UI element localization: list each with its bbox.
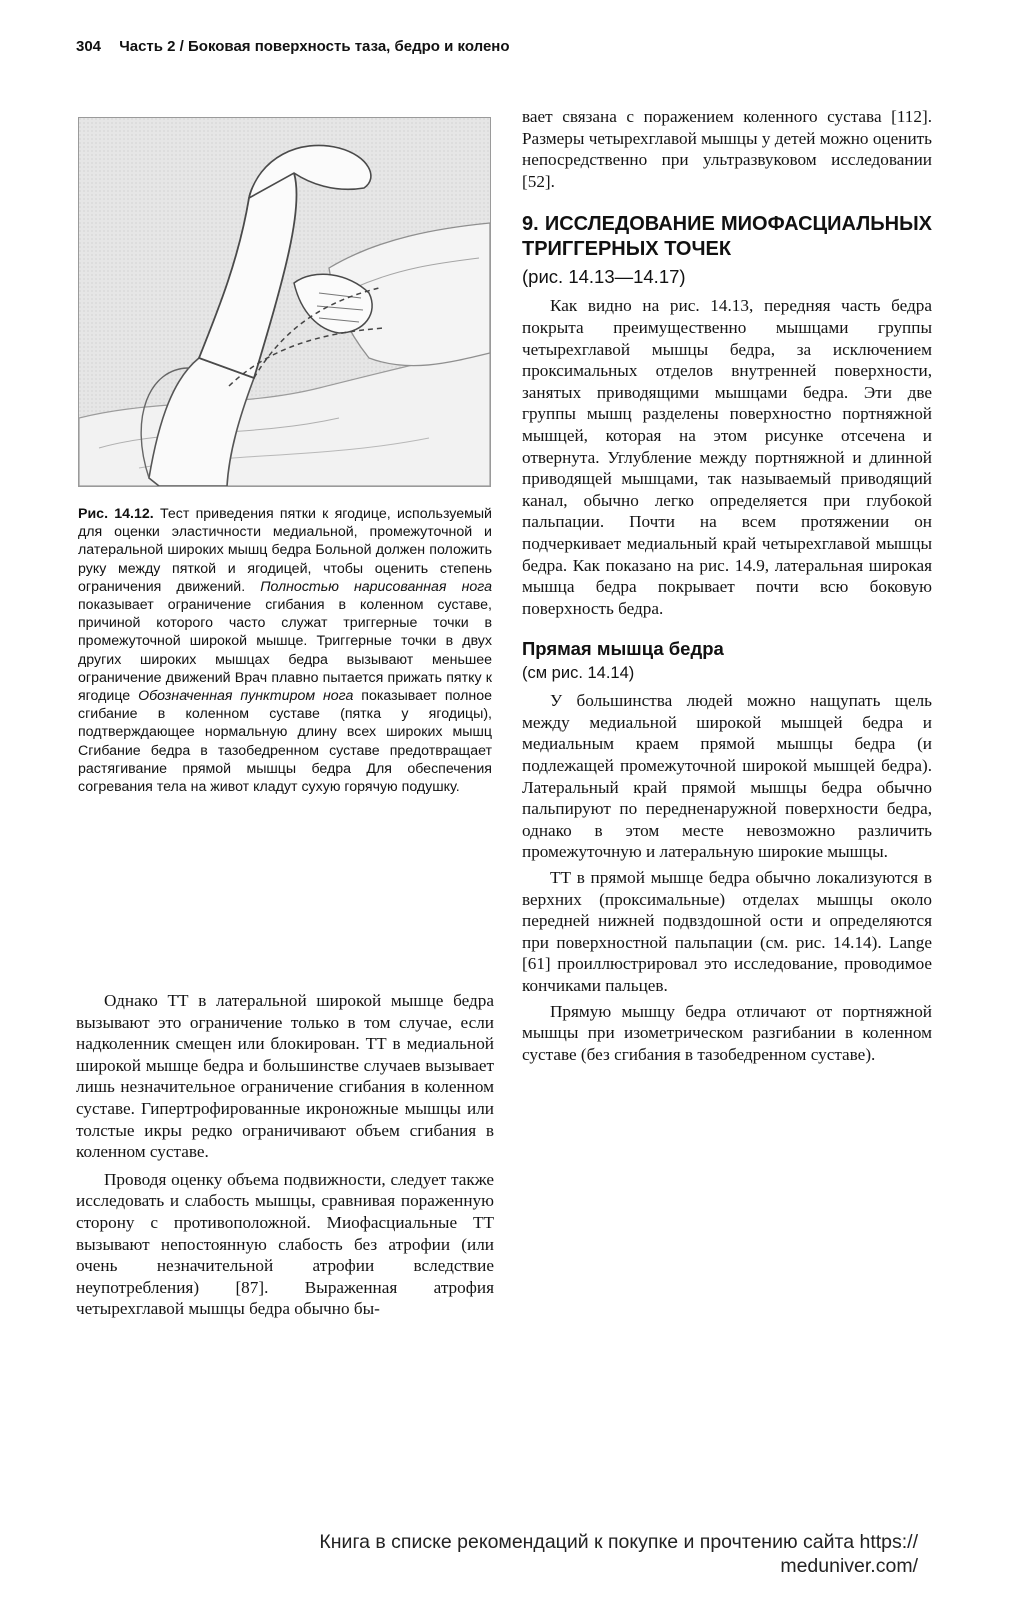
footer-note <box>0 1530 918 1578</box>
caption-text-1: Тест приведения пятки к ягодице, используемый для оценки эластичности медиальной, промежуточной и латеральной широких мышц бедра Больной должен положить руку между пяткой и ягодицей, чтобы оценить степень ограничения движений. <box>78 506 492 595</box>
section-heading: 9. ИССЛЕДОВАНИЕ МИОФАСЦИАЛЬНЫХ ТРИГГЕРНЫХ ТОЧЕК <box>522 213 932 261</box>
right-paragraph-1: У большинства людей можно нащупать щель между медиальной широкой мышцей бедра и медиальным краем прямой мышцы бедра (и подлежащей промежуточной широкой мышцей бедра). Латеральный край прямой мышцы бедра обычно пальпируют по передненаружной поверхности бедра, однако в этом месте невозможно различить промежуточную и латеральную широкие мышцы. <box>522 691 932 862</box>
page-number: 304 <box>76 38 102 55</box>
left-column-text <box>76 990 494 1320</box>
section-figure-ref: (рис. 14.13—14.17) <box>522 266 686 288</box>
continuation-paragraph: вает связана с поражением коленного сустава [112]. Размеры четырехглавой мышцы у детей можно оценить непосредственно при ультразвуковом исследовании [52]. <box>522 107 932 191</box>
caption-text-3: показывает полное сгибание в коленном суставе (пятка у ягодицы), подтверждающее нормальную длину всех широких мышц Сгибание бедра в тазобедренном суставе предотвращает растягивание прямой мышцы бедра Для обеспечения согревания тела на живот кладут сухую горячую подушку. <box>78 688 492 796</box>
caption-italic-1: Полностью нарисованная нога <box>260 578 492 595</box>
right-column <box>522 106 932 1065</box>
running-head <box>76 38 510 55</box>
left-paragraph-1: Однако ТТ в латеральной широкой мышце бедра вызывают это ограничение только в том случае, если надколенник смещен или блокирован. ТТ в медиальной широкой мышце бедра и большинстве случаев вызывает лишь незначительное ограничение сгибания в коленном суставе. Гипертрофированные икроножные мышцы или толстые икры редко ограничивают объем сгибания в коленном суставе. <box>76 991 494 1162</box>
running-title: Часть 2 / Боковая поверхность таза, бедро и колено <box>119 38 510 55</box>
left-paragraph-2: Проводя оценку объема подвижности, следует также исследовать и слабость мышцы, сравнивая пораженную сторону с противоположной. Миофасциальные ТТ вызывают непостоянную слабость без атрофии (или очень незначительной атрофии вследствие неупотребления) [87]. Выраженная атрофия четырехглавой мышцы бедра обычно бы- <box>76 1169 494 1319</box>
sub-figure-ref: (см рис. 14.14) <box>522 664 635 683</box>
section-paragraph: Как видно на рис. 14.13, передняя часть бедра покрыта преимущественно мышцами группы четырехглавой мышцы бедра, за исключением проксимальных отделов внутренней поверхности, занятых приводящими мышцами бедра. Эти две группы мышц разделены поверхностно портняжной мышцей, которая на этом рисунке отсечена и отвернута. Углубление между портняжной и длинной приводящей мышцами, так называемый приводящий канал, обычно легко определяется при глубокой пальпации. Почти на всем протяжении он подчеркивает медиальный край четырехглавой мышцы бедра. Как показано на рис. 14.9, латеральная широкая мышца бедра покрывает почти всю боковую поверхность бедра. <box>522 296 932 618</box>
footer-note-line-2: meduniver.com/ <box>780 1555 918 1577</box>
caption-italic-2: Обозначенная пунктиром нога <box>138 688 354 705</box>
footer-note-line-1: Книга в списке рекомендаций к покупке и прочтению сайта https:// <box>319 1531 918 1553</box>
figure-illustration <box>78 117 491 487</box>
knee-flexion-test-illustration <box>79 118 490 486</box>
figure-label: Рис. 14.12. <box>78 506 154 522</box>
right-paragraph-3: Прямую мышцу бедра отличают от портняжной мышцы при изометрическом разгибании в коленном суставе (без сгибания в тазобедренном суставе). <box>522 1001 932 1064</box>
figure-caption <box>78 505 492 796</box>
sub-heading: Прямая мышца бедра <box>522 638 724 660</box>
right-paragraph-2: ТТ в прямой мышце бедра обычно локализуются в верхних (проксимальные) отделах мышцы около передней нижней подвздошной ости и определяются при поверхностной пальпации (см. рис. 14.14). Lange [61] проиллюстрировал это исследование, проводимое кончиками пальцев. <box>522 868 932 995</box>
caption-text-2: показывает ограничение сгибания в коленном суставе, причиной которого часто служат триггерные точки в промежуточной широкой мышце. Триггерные точки в двух других широких мышцах бедра вызывают меньшее ограничение движений Врач плавно пытается прижать пятку к ягодице <box>78 597 492 705</box>
